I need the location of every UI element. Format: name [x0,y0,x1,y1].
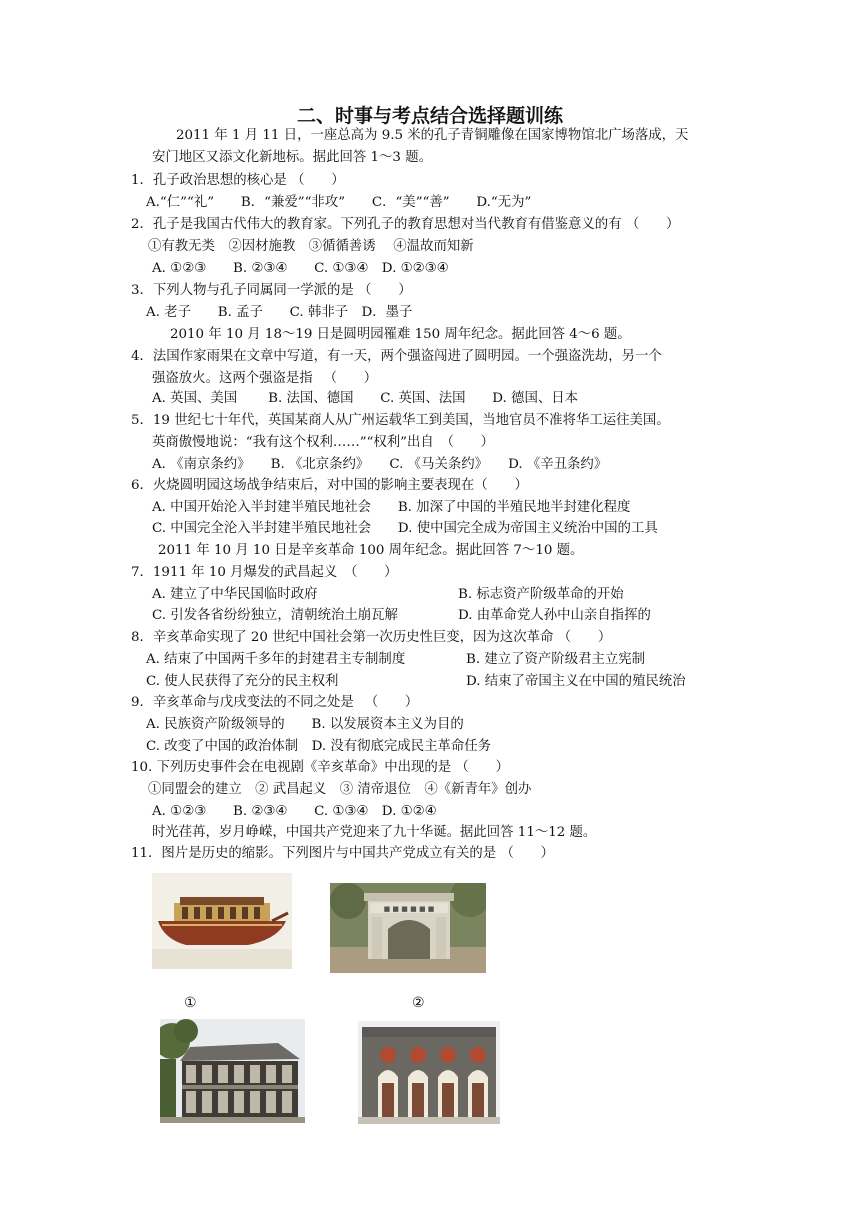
question-options: A. 中国开始沦入半封建半殖民地社会 B. 加深了中国的半殖民地半封建化程度 [152,500,631,515]
question-stem: 强盗放火。这两个强盗是指 （ ） [152,371,378,386]
figure-label-1: ① [184,995,197,1011]
brick-building-image [358,1021,500,1124]
intro-text-line: 时光荏苒，岁月峥嵘，中国共产党迎来了九十华诞。据此回答 11～12 题。 [152,825,597,840]
option-d: D. 结束了帝国主义在中国的殖民统治 [466,674,686,689]
question-stem: 7．1911 年 10 月爆发的武昌起义 （ ） [131,565,398,580]
intro-text-line: 2010 年 10 月 18～19 日是圆明园罹难 150 周年纪念。据此回答 4～6 题。 [170,327,631,342]
option-c: C. 使人民获得了充分的民主权利 [146,674,339,689]
option-a: A. 建立了中华民国临时政府 [152,587,318,602]
option-b: B. 建立了资产阶级君主立宪制 [466,652,646,667]
question-stem: 10. 下列历史事件会在电视剧《辛亥革命》中出现的是 （ ） [131,760,509,775]
option-d: D. 由革命党人孙中山亲自指挥的 [458,608,651,623]
question-stem: 1．孔子政治思想的核心是 （ ） [131,173,345,188]
question-options: A.“仁”“礼” B．“兼爱”“非攻” C．“美”“善” D.“无为” [146,195,532,210]
page-title: 二、时事与考点结合选择题训练 [296,105,563,127]
question-stem: 11．图片是历史的缩影。下列图片与中国共产党成立有关的是 （ ） [131,846,555,861]
intro-text-line: 安门地区又添文化新地标。据此回答 1～3 题。 [152,150,432,165]
question-options: A. 老子 B. 孟子 C. 韩非子 D．墨子 [146,305,413,320]
school-gate-image [330,883,486,973]
question-items: ①同盟会的建立 ② 武昌起义 ③ 清帝退位 ④《新青年》创办 [148,782,532,797]
question-options: A. ①②③ B. ②③④ C. ①③④ D. ①②④ [152,804,437,819]
question-stem: 8．辛亥革命实现了 20 世纪中国社会第一次历史性巨变，因为这次革命 （ ） [131,630,612,645]
question-stem: 6．火烧圆明园这场战争结束后，对中国的影响主要表现在（ ） [131,478,528,493]
question-options: C. 改变了中国的政治体制 D. 没有彻底完成民主革命任务 [146,739,492,754]
question-stem: 3．下列人物与孔子同属同一学派的是 （ ） [131,283,412,298]
question-options: A. 民族资产阶级领导的 B. 以发展资本主义为目的 [146,717,464,732]
intro-text-line: 2011 年 10 月 10 日是辛亥革命 100 周年纪念。据此回答 7～10 题。 [158,543,584,558]
question-stem: 5．19 世纪七十年代，英国某商人从广州运载华工到美国，当地官员不准将华工运往美国。 [131,413,670,428]
intro-text-line: 2011 年 1 月 11 日，一座总高为 9.5 米的孔子青铜雕像在国家博物馆北广场落成，天 [176,128,689,143]
colonial-building-image [160,1019,305,1123]
question-stem: 9．辛亥革命与戊戌变法的不同之处是 （ ） [131,695,419,710]
question-options: A. ①②③ B. ②③④ C. ①③④ D. ①②③④ [152,261,449,276]
option-b: B. 标志资产阶级革命的开始 [458,587,624,602]
option-a: A. 结束了中国两千多年的封建君主专制制度 [146,652,406,667]
question-options: C. 中国完全沦入半封建半殖民地社会 D. 使中国完全成为帝国主义统治中国的工具 [152,521,658,536]
option-c: C. 引发各省纷纷独立，清朝统治土崩瓦解 [152,608,398,623]
question-options: A. 《南京条约》 B. 《北京条约》 C. 《马关条约》 D. 《辛丑条约》 [152,457,608,472]
question-options: A. 英国、美国 B. 法国、德国 C. 英国、法国 D. 德国、日本 [152,391,578,406]
question-stem: 英商傲慢地说：“我有这个权利……”“权利”出自 （ ） [152,435,495,450]
red-boat-image [152,873,292,969]
gate-sign-text: ■ ■ ■ ■ ■ ■ [383,905,435,913]
question-stem: 4．法国作家雨果在文章中写道，有一天，两个强盗闯进了圆明园。一个强盗洗劫，另一个 [131,349,662,364]
figure-label-2: ② [412,995,425,1011]
question-items: ①有教无类 ②因材施教 ③循循善诱 ④温故而知新 [148,239,474,254]
question-stem: 2．孔子是我国古代伟大的教育家。下列孔子的教育思想对当代教育有借鉴意义的有 （ ） [131,217,680,232]
